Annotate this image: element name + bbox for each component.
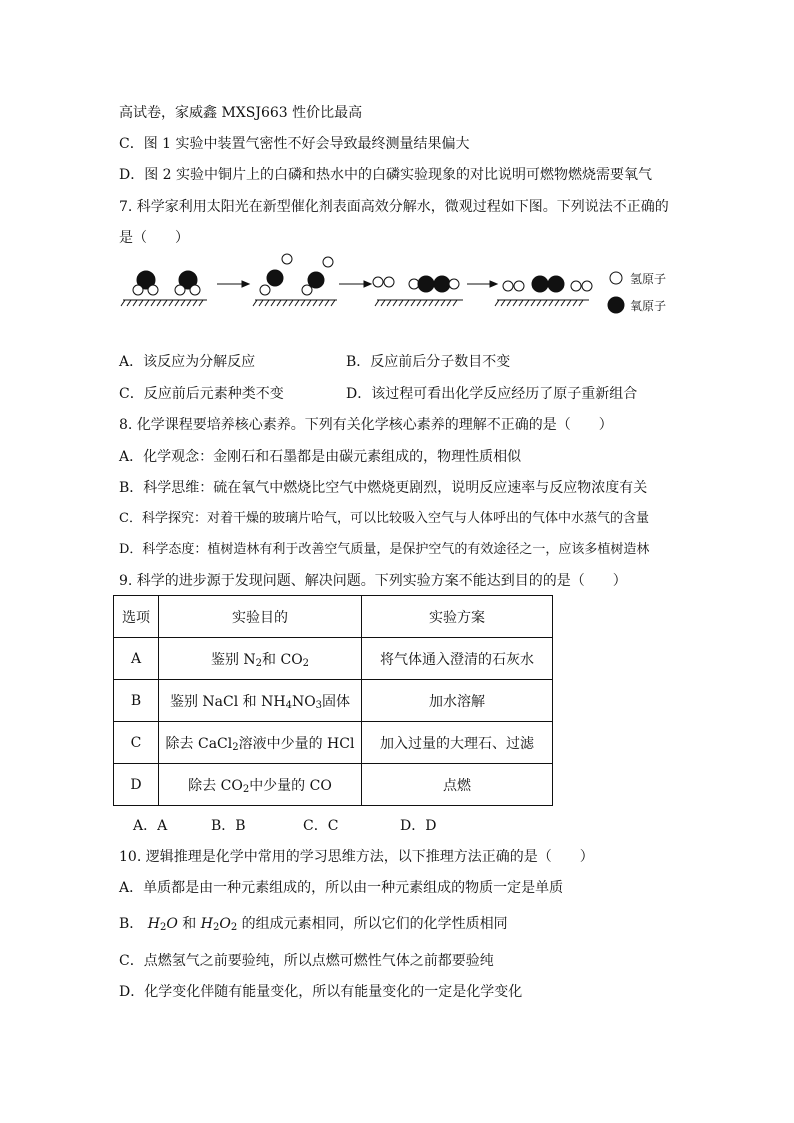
row-goal: 鉴别 $N_2$和 $CO_2$	[159, 638, 362, 680]
table-row	[114, 764, 553, 806]
q9-table	[113, 595, 553, 806]
header-plan: 实验方案	[362, 596, 553, 638]
q7-option-a: A．该反应为分解反应	[119, 354, 256, 370]
q8-option-c: C．科学探究：对着干燥的玻璃片哈气，可以比较吸入空气与人体呼出的气体中水蒸气的含量	[119, 511, 649, 526]
row-option: A	[114, 638, 159, 680]
table-header-row	[114, 596, 553, 638]
row-goal: 鉴别 NaCl 和 $NH_4NO_3$固体	[159, 680, 362, 722]
arrow-3	[467, 281, 497, 287]
q7-option-b: B．反应前后分子数目不变	[346, 354, 511, 370]
q8-option-a: A．化学观念：金刚石和石墨都是由碳元素组成的，物理性质相似	[119, 449, 522, 465]
arrow-1	[217, 281, 249, 287]
table-row	[114, 638, 553, 680]
water-decomposition-diagram	[115, 250, 685, 320]
hydrogen-legend-icon	[610, 272, 622, 284]
q10-option-c: C．点燃氢气之前要验纯，所以点燃可燃性气体之前都要验纯	[119, 953, 494, 969]
q7-stem-cont: 是（ ）	[119, 230, 189, 246]
q10-option-a: A．单质都是由一种元素组成的，所以由一种元素组成的物质一定是单质	[119, 880, 564, 896]
q6-option-c: C．图 1 实验中装置气密性不好会导致最终测量结果偏大	[119, 136, 470, 152]
row-plan: 加水溶解	[362, 680, 553, 722]
q8-option-b: B．科学思维：硫在氧气中燃烧比空气中燃烧更剧烈，说明反应速率与反应物浓度有关	[119, 480, 648, 496]
q7-option-d: D．该过程可看出化学反应经历了原子重新组合	[346, 386, 638, 402]
q10-option-d: D．化学变化伴随有能量变化，所以有能量变化的一定是化学变化	[119, 984, 523, 1000]
row-option: D	[114, 764, 159, 806]
row-option: C	[114, 722, 159, 764]
q10-stem: 10. 逻辑推理是化学中常用的学习思维方法，以下推理方法正确的是（ ）	[119, 849, 594, 865]
q8-option-d: D．科学态度：植树造林有利于改善空气质量，是保护空气的有效途径之一，应该多植树造林	[119, 542, 650, 557]
q8-stem: 8. 化学课程要培养核心素养。下列有关化学核心素养的理解不正确的是（ ）	[119, 417, 613, 433]
q7-option-c: C．反应前后元素种类不变	[119, 386, 284, 402]
legend-hydrogen-label: 氢原子	[630, 272, 667, 286]
table-row	[114, 722, 553, 764]
q9-choice-c: C．C	[303, 818, 339, 834]
legend-oxygen-label: 氧原子	[630, 299, 667, 313]
row-goal: 除去 $CO_2$中少量的 CO	[159, 764, 362, 806]
q6-option-d: D．图 2 实验中铜片上的白磷和热水中的白磷实验现象的对比说明可燃物燃烧需要氧气	[119, 167, 653, 183]
header-text-line: 高试卷，家威鑫 MXSJ663 性价比最高	[119, 105, 363, 121]
row-plan: 加入过量的大理石、过滤	[362, 722, 553, 764]
q9-choice-a: A．A	[133, 818, 168, 834]
q9-choice-d: D．D	[400, 818, 437, 834]
q9-choice-b: B．B	[211, 818, 246, 834]
row-plan: 点燃	[362, 764, 553, 806]
row-plan: 将气体通入澄清的石灰水	[362, 638, 553, 680]
legend	[608, 272, 624, 313]
header-option: 选项	[114, 596, 159, 638]
row-goal: 除去 CaCl$_2$溶液中少量的 HCl	[159, 722, 362, 764]
arrow-2	[339, 281, 371, 287]
q10-option-b: B． $H_2O$ 和 $H_2O_2$ 的组成元素相同，所以它们的化学性质相同	[119, 916, 508, 933]
table-row	[114, 680, 553, 722]
row-option: B	[114, 680, 159, 722]
q7-stem: 7. 科学家利用太阳光在新型催化剂表面高效分解水，微观过程如下图。下列说法不正确的	[119, 199, 669, 215]
surface-hatch-1	[121, 300, 203, 306]
header-goal: 实验目的	[159, 596, 362, 638]
q9-stem: 9. 科学的进步源于发现问题、解决问题。下列实验方案不能达到目的的是（ ）	[119, 573, 627, 589]
oxygen-legend-icon	[608, 297, 624, 313]
q9-choices	[133, 817, 436, 835]
